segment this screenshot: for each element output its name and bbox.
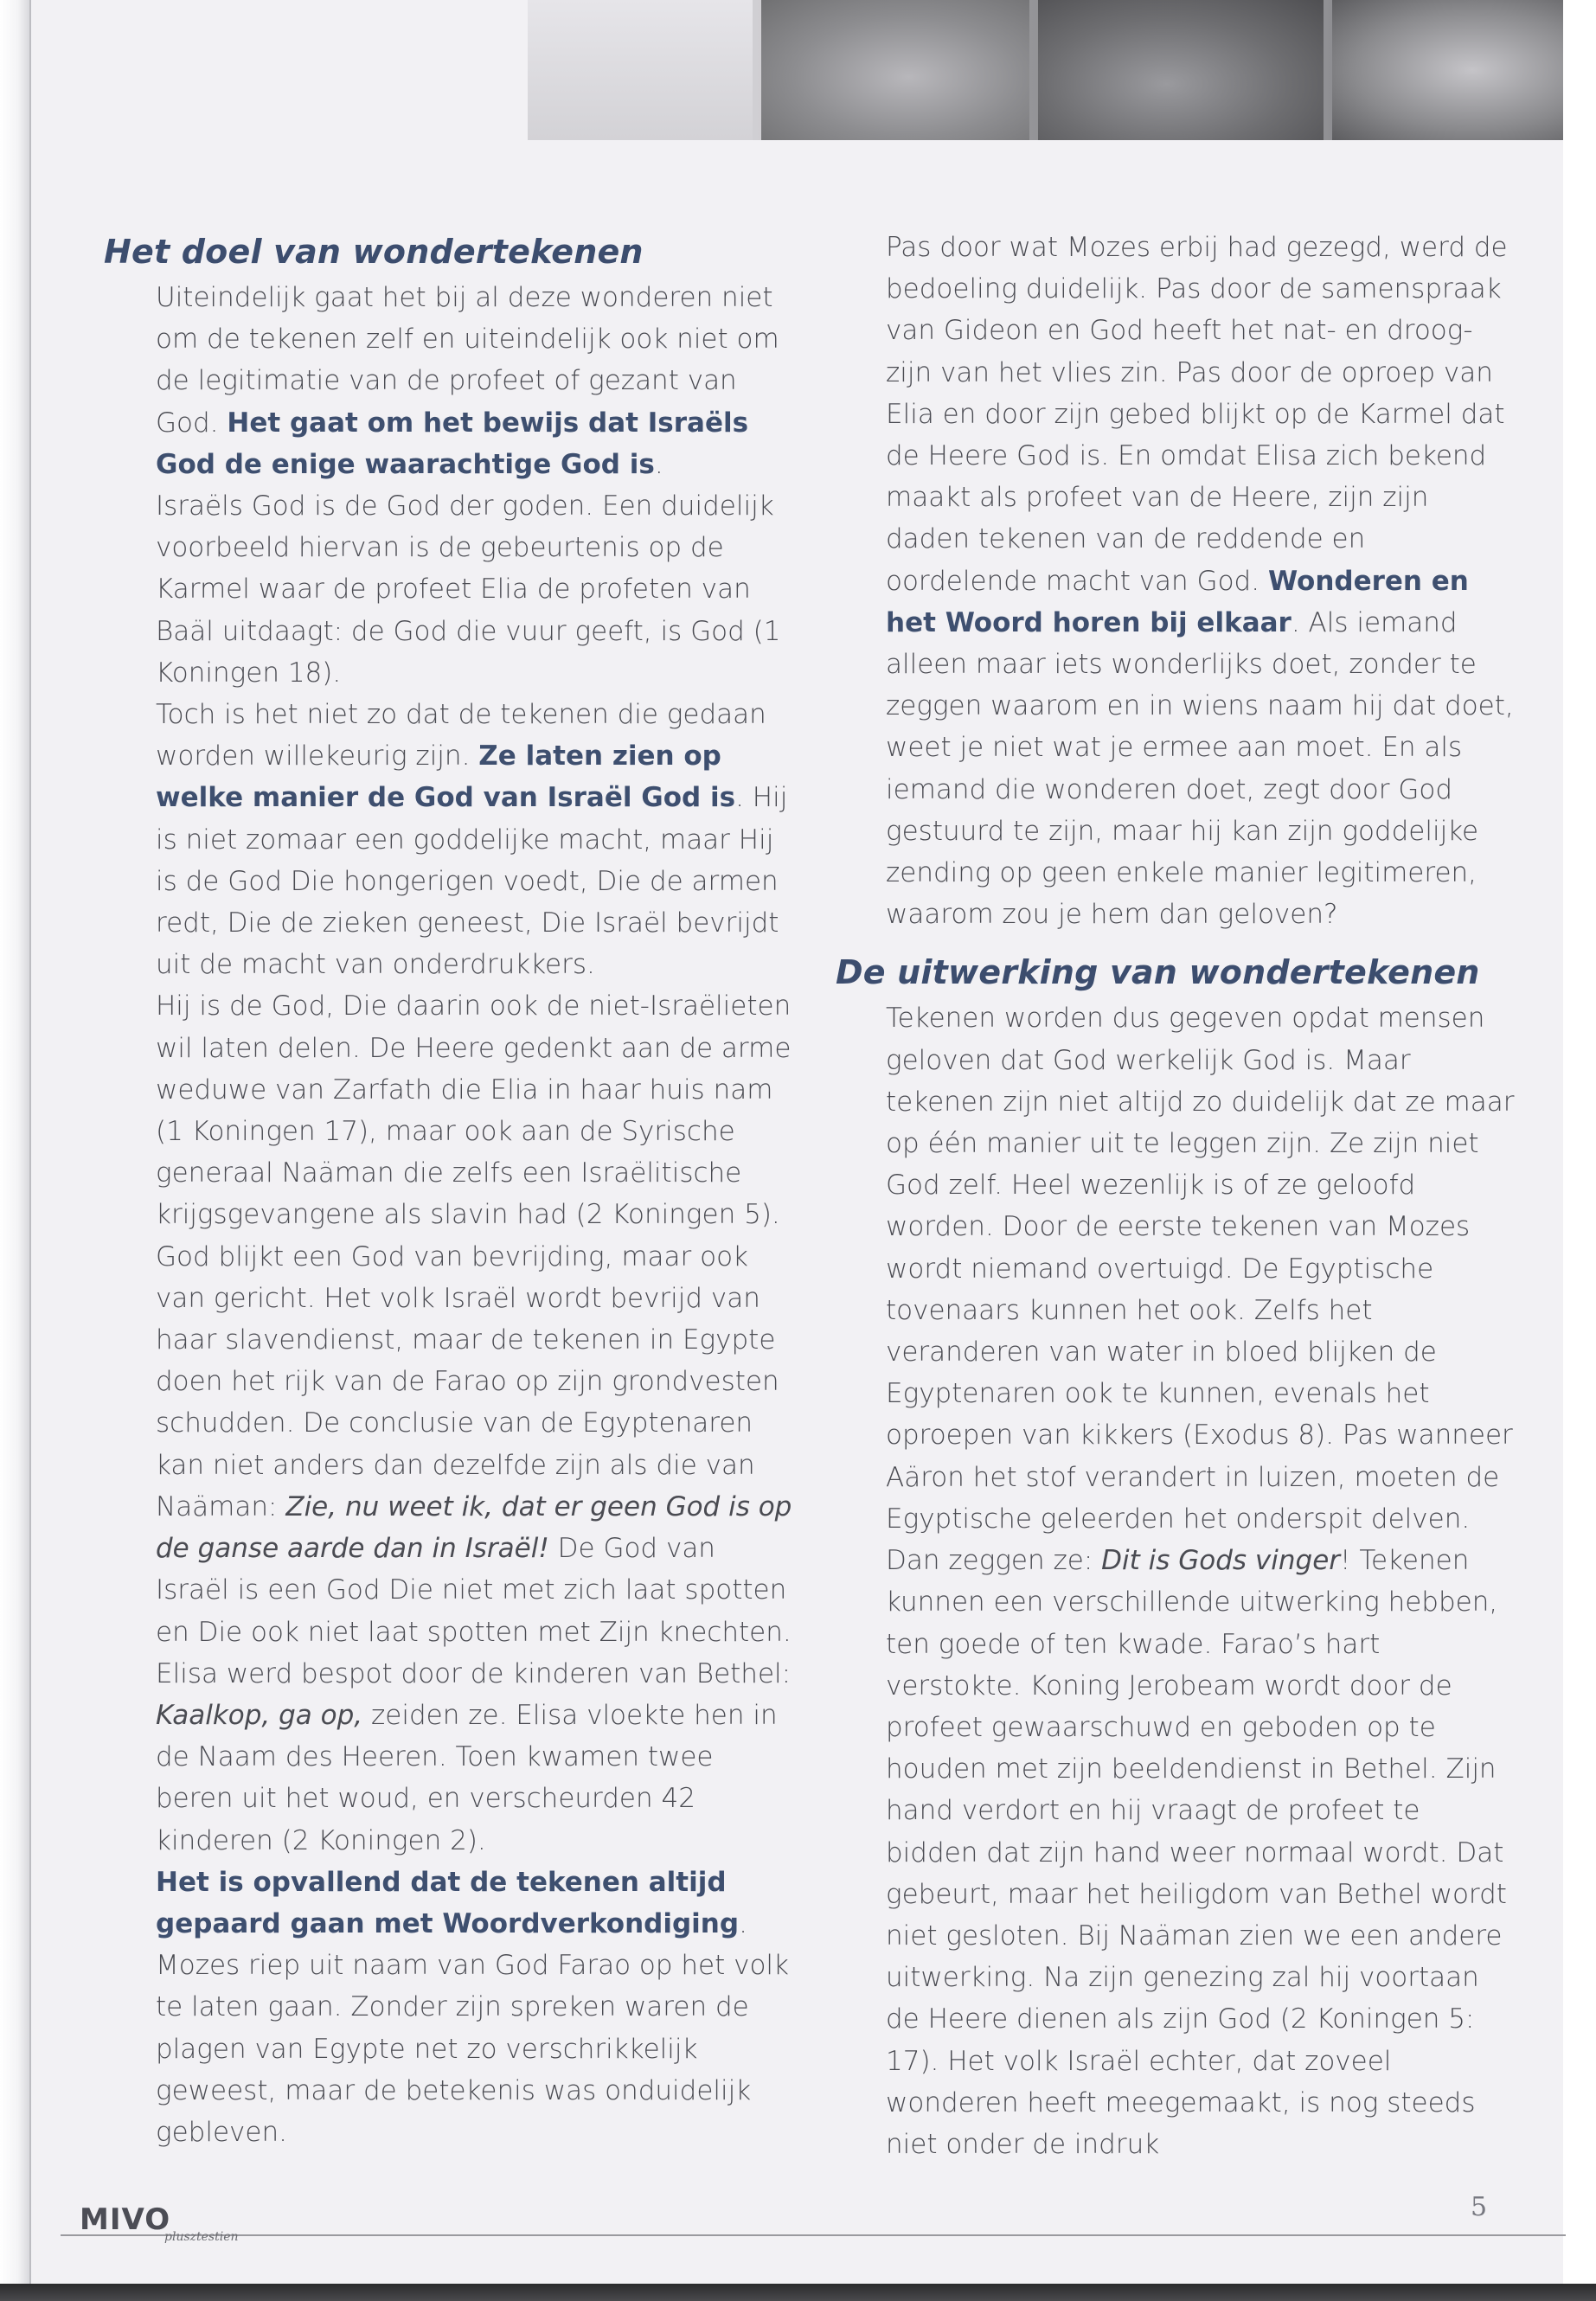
emphasis-bold: Het is opvallend dat de tekenen altijd gepaard gaan met Woordverkondiging [156,1866,740,1939]
emphasis-bold: Wonderen en het Woord horen bij elkaar [886,565,1469,638]
text-run: zeiden ze. Elisa vloekte hen in de Naam des Heeren. Toen kwamen twee beren uit het woud, en verscheurden 42 kinderen (2 Koningen 2). [156,1699,778,1856]
section-heading: De uitwerking van wondertekenen [836,953,1480,992]
paragraph [886,227,1517,935]
paragraph [156,1862,796,2153]
left-column [104,227,796,2153]
text-run: Tekenen worden dus gegeven opdat mensen geloven dat God werkelijk God is. Maar tekenen zijn niet altijd zo duidelijk dat ze maar op één manier uit te leggen zijn. Ze zijn niet God zelf. Heel wezenlijk is of ze geloofd worden. Door de eerste tekenen van Mozes wordt niemand overtuigd. De Egyptische tovenaars kunnen het ook. Zelfs het veranderen van water in bloed blijken de Egyptenaren ook te kunnen, evenals het oproepen van kikkers (Exodus 8). Pas wanneer Aäron het stof verandert in luizen, moeten de Egyptische geleerden het onderspit delven. Dan zeggen ze: [886,1003,1515,1577]
header-photo-2 [761,0,1029,140]
emphasis-bold: Ze laten zien op welke manier de God van Israël God is [156,740,736,814]
text-run: . [654,448,663,480]
text-run: Israëls God is de God der goden. Een duidelijk voorbeeld hiervan is de gebeurtenis op de Karmel waar de profeet Elia de profeten van Baäl uitdaagt: de God die vuur geeft, is God (1 Koningen 18). [156,490,781,689]
header-photo-1 [528,0,753,140]
paragraph [156,694,796,985]
text-run: . Als iemand alleen maar iets wonderlijks doet, zonder te zeggen waarom en in wiens naam hij dat doet, weet je niet wat je ermee aan moet. En als iemand die wonderen doet, zegt door God gestuurd te zijn, maar hij kan zijn goddelijke zending op geen enkele manier legitimeren, waarom zou je hem dan geloven? [886,606,1514,931]
footer-rule [61,2234,1566,2236]
text-run: Hij is de God, Die daarin ook de niet-Israëlieten wil laten delen. De Heere gedenkt aan de arme weduwe van Zarfath die Elia in haar huis nam (1 Koningen 17), maar ook aan de Syrische generaal Naäman die zelfs een Israëlitische krijgsgevangene als slavin had (2 Koningen 5). God blijkt een God van bevrijding, maar ook van gericht. Het volk Israël wordt bevrijd van haar slavendienst, maar de tekenen in Egypte doen het rijk van de Farao op zijn grondvesten schudden. De conclusie van de Egyptenaren kan niet anders dan dezelfde zijn als die van Naäman: [156,990,792,1522]
header-photo-strip [528,0,1566,140]
text-run: Toch is het niet zo dat de tekenen die gedaan worden willekeurig zijn. [156,699,766,772]
paragraph [156,485,796,694]
paragraph [886,997,1517,2165]
binding-line [29,0,31,2301]
magazine-logo: MIVO [80,2202,171,2237]
magazine-logo-subtitle: plusztestien [164,2230,239,2244]
page-number: 5 [1471,2192,1488,2222]
header-photo-3 [1038,0,1324,140]
quote-italic: Zie, nu weet ik, dat er geen God is op de ganse aarde dan in Israël! [156,1490,792,1565]
quote-italic: Kaalkop, ga op, [156,1699,363,1731]
paragraph [156,985,796,1861]
text-run: Uiteindelijk gaat het bij al deze wonderen niet om de tekenen zelf en uiteindelijk ook niet om de legitimatie van de profeet of gezant van God. [156,282,779,439]
quote-italic: Dit is Gods vinger [1101,1545,1341,1577]
scan-bottom-edge [0,2284,1596,2301]
text-run: ! Tekenen kunnen een verschillende uitwerking hebben, ten goede of ten kwade. Farao’s hart verstokte. Koning Jerobeam wordt door de profeet gewaarschuwd en geboden op te houden met zijn beeldendienst in Bethel. Zijn hand verdort en hij vraagt de profeet te bidden dat zijn hand weer normaal wordt. Dat gebeurt, maar het heiligdom van Bethel wordt niet gesloten. Bij Naäman zien we een andere uitwerking. Na zijn genezing zal hij voortaan de Heere dienen als zijn God (2 Koningen 5: 17). Het volk Israël echter, dat zoveel wonderen heeft meegemaakt, is nog steeds niet onder de indruk [886,1545,1507,2160]
page-edge [1563,0,1596,2301]
header-photo-4 [1332,0,1566,140]
paragraph [156,277,796,485]
right-column [836,227,1517,2165]
text-run: Pas door wat Mozes erbij had gezegd, werd de bedoeling duidelijk. Pas door de samenspraak van Gideon en God heeft het nat- en droog-zijn van het vlies zin. Pas door de oproep van Elia en door zijn gebed blijkt op de Karmel dat de Heere God is. En omdat Elisa zich bekend maakt als profeet van de Heere, zijn zijn daden tekenen van de reddende en oordelende macht van God. [886,232,1508,597]
binding-edge [0,0,29,2301]
emphasis-bold: Het gaat om het bewijs dat Israëls God de enige waarachtige God is [156,407,749,480]
text-run: . Hij is niet zomaar een goddelijke macht, maar Hij is de God Die hongerigen voedt, Die de armen redt, Die de zieken geneest, Die Israël bevrijdt uit de macht van onderdrukkers. [156,782,788,981]
text-run: De God van Israël is een God Die niet met zich laat spotten en Die ook niet laat spotten met Zijn knechten. Elisa werd bespot door de kinderen van Bethel: [156,1533,792,1689]
section-heading: Het doel van wondertekenen [104,233,644,271]
text-run: . Mozes riep uit naam van God Farao op het volk te laten gaan. Zonder zijn spreken waren de plagen van Egypte net zo verschrikkelijk geweest, maar de betekenis was onduidelijk gebleven. [156,1907,789,2148]
